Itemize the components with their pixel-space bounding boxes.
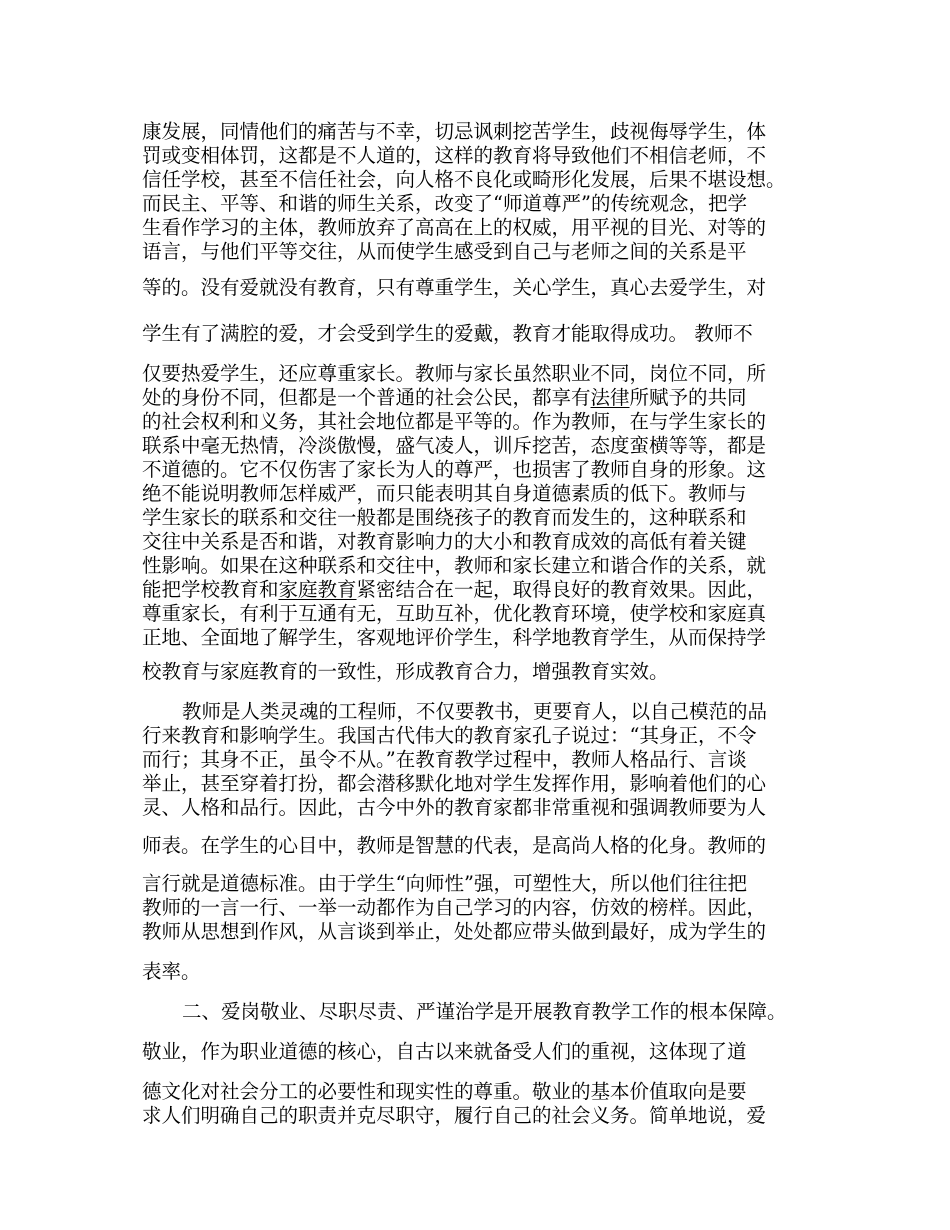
text-line	[142, 578, 822, 602]
text-line: 的社会权利和义务，其社会地位都是平等的。作为教师，在与学生家长的	[142, 410, 767, 433]
text-line: 教师的一言一行、一举一动都作为自己学习的内容，仿效的榜样。因此，	[142, 896, 767, 919]
text-line	[142, 386, 822, 410]
text-line: 表率。	[142, 960, 201, 983]
text-line: 德文化对社会分工的必要性和现实性的尊重。敬业的基本价值取向是要	[142, 1080, 747, 1103]
text-line: 生看作学习的主体，教师放弃了高高在上的权威，用平视的目光、对等的	[142, 216, 767, 239]
text-line: 师表。在学生的心目中，教师是智慧的代表，是高尚人格的化身。教师的	[142, 834, 767, 857]
text-line: 不道德的。它不仅伤害了家长为人的尊严，也损害了教师自身的形象。这	[142, 458, 767, 481]
text-segment: 能把学校教育和	[142, 578, 279, 601]
text-segment: 所赋予的共同	[629, 386, 747, 409]
text-line: 行来教育和影响学生。我国古代伟大的教育家孔子说过：“其身正，不令	[142, 724, 757, 747]
text-line: 尊重家长，有利于互通有无，互助互补，优化教育环境，使学校和家庭真	[142, 602, 767, 625]
text-line: 敬业，作为职业道德的核心，自古以来就备受人们的重视，这体现了道	[142, 1040, 747, 1063]
text-line: 校教育与家庭教育的一致性，形成教育合力，增强教育实效。	[142, 660, 669, 683]
text-line: 求人们明确自己的职责并克尽职守，履行自己的社会义务。简单地说，爱	[142, 1104, 767, 1127]
text-line: 举止，甚至穿着打扮，都会潜移默化地对学生发挥作用，影响着他们的心	[142, 772, 767, 795]
text-line: 交往中关系是否和谐，对教育影响力的大小和教育成效的高低有着关键	[142, 530, 747, 553]
text-line: 学生家长的联系和交往一般都是围绕孩子的教育而发生的，这种联系和	[142, 506, 747, 529]
text-line: 正地、全面地了解学生，客观地评价学生，科学地教育学生，从而保持学	[142, 626, 767, 649]
text-line: 言行就是道德标准。由于学生“向师性”强，可塑性大，所以他们往往把	[142, 872, 747, 895]
text-line: 性影响。如果在这种联系和交往中，教师和家长建立和谐合作的关系，就	[142, 554, 767, 577]
text-line: 教师从思想到作风，从言谈到举止，处处都应带头做到最好，成为学生的	[142, 920, 767, 943]
text-line: 康发展，同情他们的痛苦与不幸，切忌讽刺挖苦学生，歧视侮辱学生，体	[142, 120, 767, 143]
text-line: 而行；其身不正，虽令不从。”在教育教学过程中，教师人格品行、言谈	[142, 748, 747, 771]
text-line: 信任学校，甚至不信任社会，向人格不良化或畸形化发展，后果不堪设想。	[142, 168, 786, 191]
text-line: 联系中毫无热情，冷淡傲慢，盛气凌人，训斥挖苦，态度蛮横等等，都是	[142, 434, 767, 457]
text-segment: 处的身份不同，但都是一个普通的社会公民，都享有	[142, 386, 591, 409]
section-heading: 二、爱岗敬业、尽职尽责、严谨治学是开展教育教学工作的根本保障。	[182, 1000, 787, 1023]
text-line: 语言，与他们平等交往，从而使学生感受到自己与老师之间的关系是平	[142, 240, 747, 263]
text-line: 绝不能说明教师怎样威严，而只能表明其自身道德素质的低下。教师与	[142, 482, 747, 505]
link-family-education[interactable]: 家庭教育	[278, 578, 357, 601]
text-line: 仅要热爱学生，还应尊重家长。教师与家长虽然职业不同，岗位不同，所	[142, 362, 767, 385]
text-line: 罚或变相体罚，这都是不人道的，这样的教育将导致他们不相信老师，不	[142, 144, 767, 167]
text-segment: 紧密结合在一起，取得良好的教育效果。因此，	[356, 578, 767, 601]
text-line: 等的。没有爱就没有教育，只有尊重学生，关心学生，真心去爱学生，对	[142, 276, 767, 299]
text-line: 灵、人格和品行。因此，古今中外的教育家都非常重视和强调教师要为人	[142, 796, 767, 819]
text-line: 而民主、平等、和谐的师生关系，改变了“师道尊严”的传统观念，把学	[142, 192, 747, 215]
link-law[interactable]: 法律	[590, 386, 630, 409]
text-line: 学生有了满腔的爱，才会受到学生的爱戴，教育才能取得成功。 教师不	[142, 322, 753, 345]
text-line: 教师是人类灵魂的工程师，不仅要教书，更要育人，以自己模范的品	[182, 700, 768, 723]
